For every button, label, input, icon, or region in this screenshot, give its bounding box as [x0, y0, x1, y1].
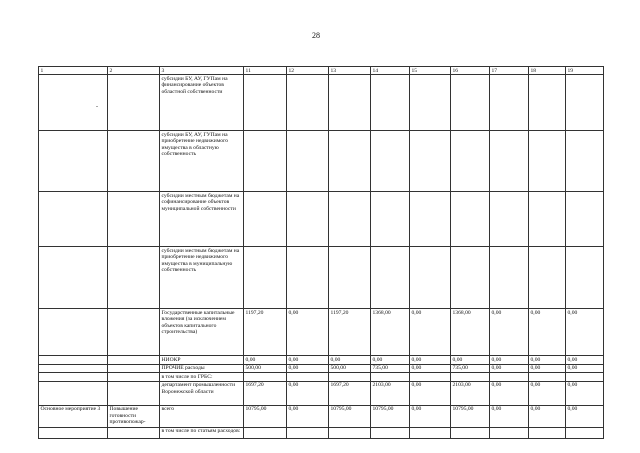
value-cell: 1368,00 — [451, 309, 490, 356]
value-cell — [529, 131, 566, 192]
value-cell: 1197,20 — [329, 309, 371, 356]
value-cell — [371, 192, 410, 247]
table-row — [39, 364, 604, 373]
value-cell — [410, 192, 451, 247]
value-cell — [244, 373, 287, 382]
value-cell: 1368,00 — [371, 309, 410, 356]
funding-source-cell: субсидии местным бюджетам на софинансирование объектов муниципальной собственности — [160, 192, 244, 247]
value-cell — [529, 373, 566, 382]
value-cell: 0,00 — [410, 405, 451, 427]
table-row — [39, 405, 604, 427]
table-row — [39, 356, 604, 365]
value-cell — [566, 247, 604, 309]
value-cell: 0,00 — [490, 356, 529, 365]
measure-name-cell — [108, 75, 160, 131]
value-cell: 0,00 — [566, 405, 604, 427]
value-cell — [566, 131, 604, 192]
value-cell — [287, 131, 329, 192]
column-number: 3 — [160, 67, 244, 75]
value-cell — [451, 427, 490, 438]
value-cell: 0,00 — [287, 405, 329, 427]
funding-source-cell: Государственные капитальные вложения (за исключением объектов капитального строительства) — [160, 309, 244, 356]
funding-source-cell: всего — [160, 405, 244, 427]
value-cell: 0,00 — [410, 309, 451, 356]
value-cell: 1697,20 — [329, 381, 371, 405]
measure-status-cell — [39, 356, 108, 365]
value-cell — [244, 247, 287, 309]
measure-name-cell — [108, 192, 160, 247]
value-cell — [566, 427, 604, 438]
value-cell — [451, 247, 490, 309]
value-cell: 2103,00 — [451, 381, 490, 405]
funding-source-cell: НИОКР — [160, 356, 244, 365]
value-cell: 1197,20 — [244, 309, 287, 356]
value-cell: 0,00 — [529, 309, 566, 356]
value-cell: 0,00 — [529, 381, 566, 405]
value-cell — [287, 427, 329, 438]
column-number: 2 — [108, 67, 160, 75]
value-cell: 0,00 — [490, 364, 529, 373]
measure-name-cell — [108, 427, 160, 438]
table-row — [39, 75, 604, 131]
budget-table — [38, 66, 604, 439]
value-cell — [371, 247, 410, 309]
value-cell — [287, 247, 329, 309]
value-cell — [329, 75, 371, 131]
measure-status-cell — [39, 192, 108, 247]
value-cell: 0,00 — [287, 356, 329, 365]
value-cell — [490, 247, 529, 309]
value-cell — [529, 427, 566, 438]
value-cell: 0,00 — [529, 364, 566, 373]
measure-name-cell — [108, 364, 160, 373]
measure-status-cell — [39, 131, 108, 192]
value-cell — [287, 192, 329, 247]
funding-source-cell: субсидии БУ, АУ, ГУПам на финансирование объектов областной собственности — [160, 75, 244, 131]
value-cell — [287, 75, 329, 131]
measure-name-cell — [108, 309, 160, 356]
value-cell — [371, 373, 410, 382]
column-number-row — [39, 67, 604, 75]
column-number: 18 — [529, 67, 566, 75]
value-cell: 0,00 — [566, 364, 604, 373]
value-cell: 0,00 — [566, 309, 604, 356]
value-cell — [566, 75, 604, 131]
value-cell: 735,00 — [451, 364, 490, 373]
value-cell — [490, 192, 529, 247]
value-cell — [371, 427, 410, 438]
value-cell — [490, 75, 529, 131]
value-cell: 0,00 — [490, 381, 529, 405]
value-cell — [529, 247, 566, 309]
value-cell: 0,00 — [287, 381, 329, 405]
column-number: 11 — [244, 67, 287, 75]
measure-status-cell — [39, 373, 108, 382]
value-cell — [329, 427, 371, 438]
value-cell — [451, 192, 490, 247]
value-cell: 0,00 — [490, 405, 529, 427]
column-number: 16 — [451, 67, 490, 75]
value-cell: 0,00 — [244, 356, 287, 365]
value-cell — [529, 75, 566, 131]
value-cell — [371, 75, 410, 131]
table-row — [39, 131, 604, 192]
value-cell — [329, 373, 371, 382]
column-number: 15 — [410, 67, 451, 75]
value-cell — [410, 131, 451, 192]
value-cell — [490, 131, 529, 192]
value-cell: 1697,20 — [244, 381, 287, 405]
value-cell: 0,00 — [529, 356, 566, 365]
measure-name-cell — [108, 356, 160, 365]
value-cell — [410, 373, 451, 382]
value-cell — [329, 247, 371, 309]
value-cell — [410, 247, 451, 309]
measure-name-cell — [108, 131, 160, 192]
funding-source-cell: в том числе по статьям расходов: — [160, 427, 244, 438]
measure-status-cell — [39, 381, 108, 405]
table-row — [39, 373, 604, 382]
value-cell — [451, 373, 490, 382]
value-cell: 500,00 — [329, 364, 371, 373]
table-row — [39, 381, 604, 405]
value-cell: 0,00 — [490, 309, 529, 356]
table-row — [39, 309, 604, 356]
measure-status-cell — [39, 75, 108, 131]
column-number: 17 — [490, 67, 529, 75]
value-cell: 0,00 — [329, 356, 371, 365]
page-number: 28 — [312, 31, 320, 40]
table-row — [39, 192, 604, 247]
value-cell — [329, 192, 371, 247]
value-cell — [451, 131, 490, 192]
measure-name-cell: Повышение готовности противопожар- — [108, 405, 160, 427]
value-cell: 0,00 — [371, 356, 410, 365]
value-cell: 0,00 — [287, 364, 329, 373]
measure-status-cell — [39, 247, 108, 309]
value-cell — [566, 373, 604, 382]
value-cell — [490, 373, 529, 382]
measure-name-cell — [108, 381, 160, 405]
value-cell: 500,00 — [244, 364, 287, 373]
value-cell: 0,00 — [287, 309, 329, 356]
value-cell: 735,00 — [371, 364, 410, 373]
value-cell — [566, 192, 604, 247]
table-row — [39, 427, 604, 438]
value-cell: 10795,00 — [329, 405, 371, 427]
column-number: 14 — [371, 67, 410, 75]
value-cell — [410, 75, 451, 131]
value-cell: 0,00 — [566, 356, 604, 365]
measure-status-cell — [39, 309, 108, 356]
value-cell — [244, 192, 287, 247]
value-cell — [244, 427, 287, 438]
value-cell: 10795,00 — [371, 405, 410, 427]
value-cell — [529, 192, 566, 247]
value-cell — [410, 427, 451, 438]
funding-source-cell: в том числе по ГРБС: — [160, 373, 244, 382]
value-cell: 2103,00 — [371, 381, 410, 405]
measure-name-cell — [108, 247, 160, 309]
funding-source-cell: ПРОЧИЕ расходы — [160, 364, 244, 373]
measure-status-cell — [39, 364, 108, 373]
value-cell — [287, 373, 329, 382]
table-row — [39, 247, 604, 309]
value-cell: 10795,00 — [244, 405, 287, 427]
value-cell — [244, 75, 287, 131]
value-cell: 0,00 — [451, 356, 490, 365]
measure-status-cell: Основное мероприятие 3 — [39, 405, 108, 427]
value-cell — [490, 427, 529, 438]
measure-status-cell — [39, 427, 108, 438]
value-cell: 10795,00 — [451, 405, 490, 427]
column-number: 19 — [566, 67, 604, 75]
measure-name-cell — [108, 373, 160, 382]
funding-source-cell: субсидии БУ, АУ, ГУПам на приобретение недвижимого имущества в областную собственность — [160, 131, 244, 192]
funding-source-cell: субсидии местным бюджетам на приобретение недвижимого имущества в муниципальную собственность — [160, 247, 244, 309]
value-cell — [371, 131, 410, 192]
value-cell — [451, 75, 490, 131]
value-cell — [329, 131, 371, 192]
value-cell: 0,00 — [529, 405, 566, 427]
value-cell — [244, 131, 287, 192]
value-cell: 0,00 — [410, 356, 451, 365]
stray-mark: . — [96, 100, 98, 109]
value-cell: 0,00 — [410, 381, 451, 405]
column-number: 1 — [39, 67, 108, 75]
value-cell: 0,00 — [410, 364, 451, 373]
funding-source-cell: департамент промышленности Воронежской области — [160, 381, 244, 405]
column-number: 13 — [329, 67, 371, 75]
value-cell: 0,00 — [566, 381, 604, 405]
column-number: 12 — [287, 67, 329, 75]
